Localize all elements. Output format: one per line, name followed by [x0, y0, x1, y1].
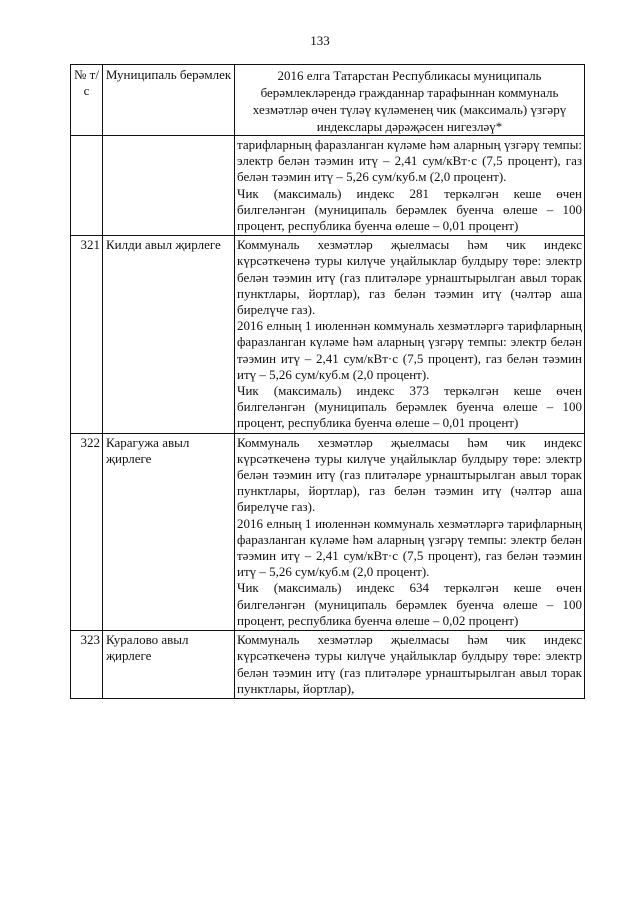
header-num: № т/с	[71, 65, 103, 136]
municipality-name: Килди авыл җирлеге	[103, 236, 235, 433]
description-paragraph: Коммуналь хезмәтләр җыелмасы һәм чик индекс күрсәткеченә туры килүче уңайлыклар булдыру төре: электр белән тәэмин итү (газ плитәләре урнаштырылган авыл торак пунктлары, йортлар), газ белән тәэмин итү (чәлтәр аша бирелүче газ).	[237, 237, 582, 318]
row-number	[71, 136, 103, 236]
table-body	[71, 136, 585, 699]
table-row	[71, 236, 585, 433]
table-header-row	[71, 65, 585, 136]
tariff-table	[70, 64, 585, 699]
header-municipality: Муниципаль берәмлек	[103, 65, 235, 136]
municipality-name	[103, 136, 235, 236]
row-number: 321	[71, 236, 103, 433]
header-description: 2016 елга Татарстан Республикасы муниципаль берәмлекләрендә гражданнар тарафыннан коммуналь хезмәтләр өчен түләү күләменең чик (максималь) үзгәрү индекслары дәрәҗәсен нигезләү*	[235, 65, 585, 136]
table-row	[71, 136, 585, 236]
description-paragraph: Чик (максималь) индекс 373 теркәлгән кеше өчен билгеләнгән (муниципаль берәмлек буенча өлеше – 100 процент, республика буенча өлеше – 0,01 процент)	[237, 383, 582, 431]
description-paragraph: 2016 елның 1 июленнән коммуналь хезмәтләргә тарифларның фаразланган күләме һәм аларның үзгәрү темпы: электр белән тәэмин итү – 2,41 сум/кВт·с (7,5 процент), газ белән тәэмин итү – 5,26 сум/куб.м (2,0 процент).	[237, 515, 582, 580]
table-row	[71, 631, 585, 699]
description-paragraph: тарифларның фаразланган күләме һәм аларның үзгәрү темпы: электр белән тәэмин итү – 2,41 сум/кВт·с (7,5 процент), газ белән тәэмин итү – 5,26 сум/куб.м (2,0 процент).	[237, 137, 582, 185]
description-paragraph: Коммуналь хезмәтләр җыелмасы һәм чик индекс күрсәткеченә туры килүче уңайлыклар булдыру төре: электр белән тәэмин итү (газ плитәләре урнаштырылган авыл торак пунктлары, йортлар), газ белән тәэмин итү (чәлтәр аша бирелүче газ).	[237, 434, 582, 515]
description-paragraph: 2016 елның 1 июленнән коммуналь хезмәтләргә тарифларның фаразланган күләме һәм аларның үзгәрү темпы: электр белән тәэмин итү – 2,41 сум/кВт·с (7,5 процент), газ белән тәэмин итү – 5,26 сум/куб.м (2,0 процент).	[237, 318, 582, 382]
row-number: 322	[71, 433, 103, 630]
page-number: 133	[310, 33, 330, 48]
row-number: 323	[71, 631, 103, 699]
description-cell	[235, 433, 585, 630]
municipality-name: Куралово авыл җирлеге	[103, 631, 235, 699]
municipality-name: Карагужа авыл җирлеге	[103, 433, 235, 630]
description-paragraph: Чик (максималь) индекс 634 теркәлгән кеше өчен билгеләнгән (муниципаль берәмлек буенча өлеше – 100 процент, республика буенча өлеше – 0,02 процент)	[237, 580, 582, 628]
description-cell	[235, 631, 585, 699]
description-cell	[235, 136, 585, 236]
description-cell	[235, 236, 585, 433]
description-paragraph: Коммуналь хезмәтләр җыелмасы һәм чик индекс күрсәткеченә туры килүче уңайлыклар булдыру төре: электр белән тәэмин итү (газ плитәләре урнаштырылган авыл торак пунктлары, йортлар),	[237, 632, 582, 696]
description-paragraph: Чик (максималь) индекс 281 теркәлгән кеше өчен билгеләнгән (муниципаль берәмлек буенча өлеше – 100 процент, республика буенча өлеше – 0,01 процент)	[237, 185, 582, 234]
table-row	[71, 433, 585, 630]
